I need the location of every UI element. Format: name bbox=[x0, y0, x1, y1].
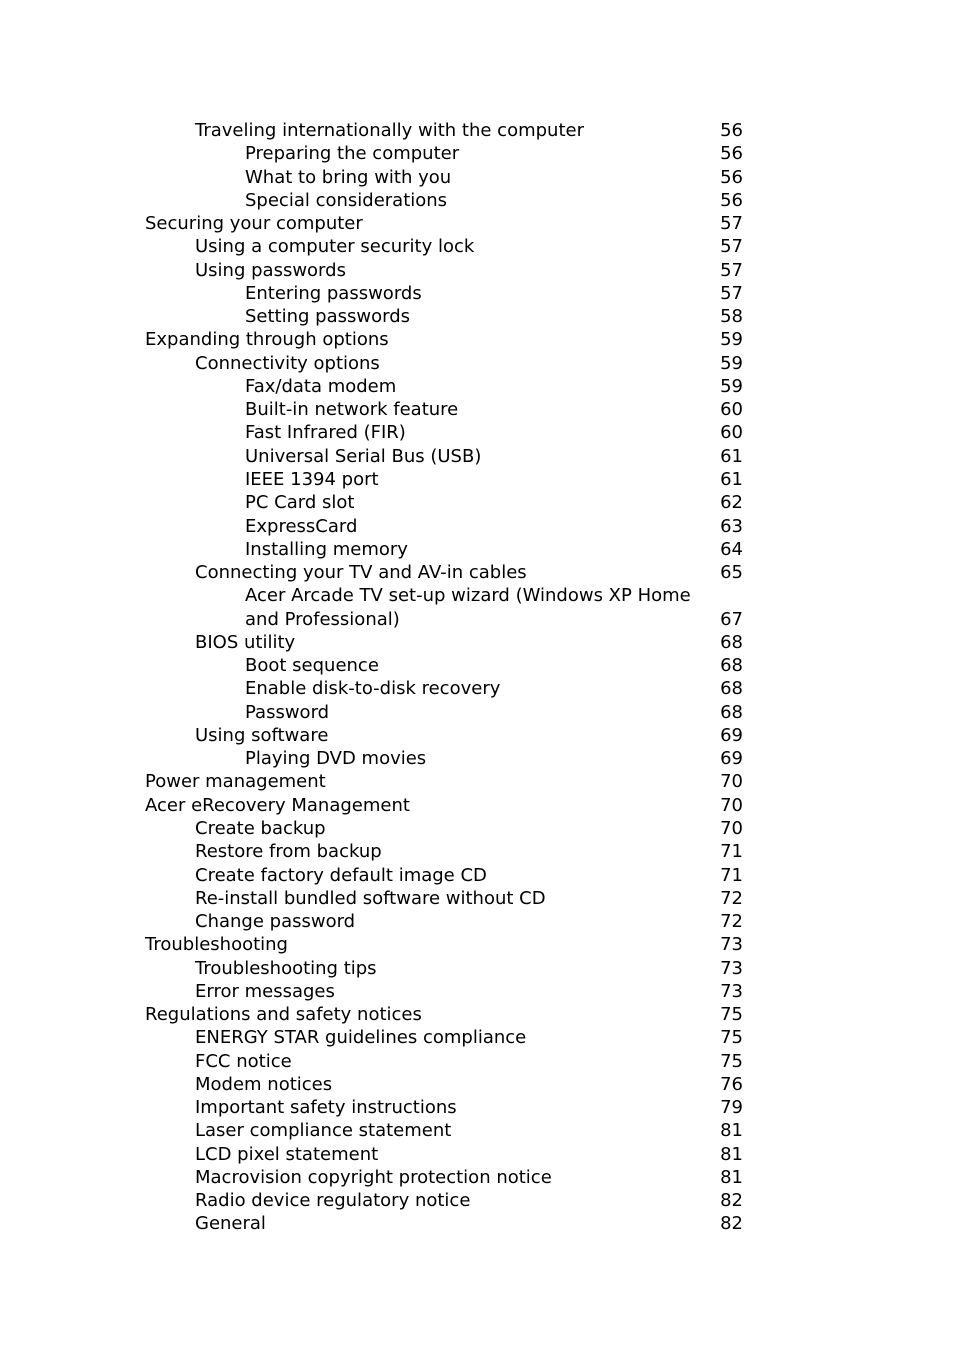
toc-entry-page-number: 71 bbox=[720, 864, 743, 886]
toc-entry-title: Enable disk-to-disk recovery bbox=[245, 678, 501, 700]
toc-entry-title: PC Card slot bbox=[245, 492, 355, 514]
toc-entry-title: Using software bbox=[195, 724, 329, 746]
toc-entry[interactable] bbox=[145, 654, 743, 677]
toc-entry-page-number: 60 bbox=[720, 399, 743, 421]
toc-entry-title: Restore from backup bbox=[195, 841, 382, 863]
toc-entry-title: Using passwords bbox=[195, 259, 346, 281]
toc-entry-title: Modem notices bbox=[195, 1073, 333, 1095]
toc-entry-title: Power management bbox=[145, 771, 326, 793]
toc-entry-page-number: 68 bbox=[720, 631, 743, 653]
toc-entry-page-number: 72 bbox=[720, 911, 743, 933]
toc-entry-title: Error messages bbox=[195, 980, 335, 1002]
toc-entry-page-number: 75 bbox=[720, 1050, 743, 1072]
toc-entry-page-number: 69 bbox=[720, 748, 743, 770]
toc-entry-page-number: 62 bbox=[720, 492, 743, 514]
toc-entry[interactable] bbox=[145, 375, 743, 398]
toc-entry-title: Re-install bundled software without CD bbox=[195, 887, 546, 909]
toc-entry-page-number: 59 bbox=[720, 375, 743, 397]
toc-entry-page-number: 75 bbox=[720, 1004, 743, 1026]
toc-entry-page-number: 73 bbox=[720, 957, 743, 979]
toc-entry[interactable] bbox=[145, 119, 743, 142]
toc-entry-title: Laser compliance statement bbox=[195, 1120, 452, 1142]
toc-entry-title: Setting passwords bbox=[245, 306, 411, 328]
toc-entry[interactable] bbox=[145, 957, 743, 980]
toc-entry-title: Installing memory bbox=[245, 538, 408, 560]
toc-entry[interactable] bbox=[145, 142, 743, 165]
toc-entry-title: BIOS utility bbox=[195, 631, 296, 653]
toc-entry-title: Radio device regulatory notice bbox=[195, 1190, 471, 1212]
toc-entry[interactable] bbox=[145, 212, 743, 235]
toc-entry-title: Using a computer security lock bbox=[195, 236, 475, 258]
toc-entry[interactable] bbox=[145, 328, 743, 351]
toc-entry-page-number: 58 bbox=[720, 306, 743, 328]
toc-entry-title: Expanding through options bbox=[145, 329, 389, 351]
toc-entry-title: Traveling internationally with the computer bbox=[195, 120, 584, 141]
toc-entry-page-number: 70 bbox=[720, 771, 743, 793]
toc-entry-title: and Professional) bbox=[245, 608, 400, 630]
toc-entry-page-number: 68 bbox=[720, 655, 743, 677]
toc-entry[interactable] bbox=[145, 747, 743, 770]
toc-entry[interactable] bbox=[145, 724, 743, 747]
toc-entry[interactable] bbox=[145, 1096, 743, 1119]
toc-entry-title: Change password bbox=[195, 911, 356, 933]
toc-entry[interactable] bbox=[145, 1189, 743, 1212]
toc-entry[interactable] bbox=[145, 817, 743, 840]
toc-entry[interactable] bbox=[145, 561, 743, 584]
toc-entry-title: ExpressCard bbox=[245, 515, 358, 537]
toc-entry[interactable] bbox=[145, 608, 743, 631]
toc-entry-title: Boot sequence bbox=[245, 655, 379, 677]
toc-entry-page-number: 75 bbox=[720, 1027, 743, 1049]
toc-entry-title: Built-in network feature bbox=[245, 399, 459, 421]
toc-entry-title: Connecting your TV and AV-in cables bbox=[195, 562, 527, 584]
toc-entry[interactable] bbox=[145, 910, 743, 933]
toc-entry[interactable] bbox=[145, 1050, 743, 1073]
toc-entry-title: What to bring with you bbox=[245, 166, 452, 188]
toc-entry[interactable] bbox=[145, 887, 743, 910]
toc-entry-title: IEEE 1394 port bbox=[245, 468, 379, 490]
toc-entry-title: Troubleshooting tips bbox=[195, 957, 377, 979]
toc-entry-page-number: 76 bbox=[720, 1073, 743, 1095]
toc-entry-page-number: 82 bbox=[720, 1190, 743, 1212]
toc-entry-page-number: 64 bbox=[720, 538, 743, 560]
toc-entry[interactable] bbox=[145, 1143, 743, 1166]
toc-entry-page-number: 69 bbox=[720, 724, 743, 746]
toc-entry-title: General bbox=[195, 1213, 266, 1235]
toc-entry-title: Preparing the computer bbox=[245, 143, 460, 165]
toc-entry-title: Special considerations bbox=[245, 189, 448, 211]
toc-entry[interactable] bbox=[145, 770, 743, 793]
toc-entry-page-number: 79 bbox=[720, 1097, 743, 1119]
toc-entry[interactable] bbox=[145, 701, 743, 724]
toc-entry-page-number: 57 bbox=[720, 259, 743, 281]
toc-entry-page-number: 60 bbox=[720, 422, 743, 444]
toc-entry-page-number: 56 bbox=[720, 189, 743, 211]
toc-entry-page-number: 81 bbox=[720, 1143, 743, 1165]
toc-entry-title: FCC notice bbox=[195, 1050, 292, 1072]
toc-entry-title: Create backup bbox=[195, 817, 326, 839]
toc-entry[interactable] bbox=[145, 235, 743, 258]
toc-entry-page-number: 65 bbox=[720, 562, 743, 584]
toc-entry[interactable] bbox=[145, 1212, 743, 1235]
toc-entry-title: Create factory default image CD bbox=[195, 864, 487, 886]
toc-entry[interactable] bbox=[145, 305, 743, 328]
toc-entry[interactable] bbox=[145, 933, 743, 956]
toc-entry[interactable] bbox=[145, 631, 743, 654]
toc-entry-page-number: 67 bbox=[720, 608, 743, 630]
toc-entry[interactable] bbox=[145, 491, 743, 514]
toc-entry[interactable] bbox=[145, 584, 743, 607]
toc-entry-title: Regulations and safety notices bbox=[145, 1004, 422, 1026]
toc-entry-title: Fax/data modem bbox=[245, 375, 397, 397]
toc-entry[interactable] bbox=[145, 445, 743, 468]
toc-entry[interactable] bbox=[145, 468, 743, 491]
table-of-contents bbox=[145, 119, 743, 1236]
toc-entry-page-number: 57 bbox=[720, 213, 743, 235]
toc-entry-title: Password bbox=[245, 701, 330, 723]
toc-entry-title: Acer Arcade TV set-up wizard (Windows XP Home bbox=[245, 585, 691, 607]
toc-entry[interactable] bbox=[145, 1026, 743, 1049]
toc-entry-page-number: 82 bbox=[720, 1213, 743, 1235]
toc-entry[interactable] bbox=[145, 398, 743, 421]
toc-entry-title: LCD pixel statement bbox=[195, 1143, 379, 1165]
toc-entry-page-number: 57 bbox=[720, 236, 743, 258]
toc-entry-title: Playing DVD movies bbox=[245, 748, 427, 770]
toc-entry[interactable] bbox=[145, 421, 743, 444]
toc-entry-page-number: 63 bbox=[720, 515, 743, 537]
toc-entry[interactable] bbox=[145, 1119, 743, 1142]
toc-entry-title: Fast Infrared (FIR) bbox=[245, 422, 406, 444]
toc-entry-page-number: 59 bbox=[720, 352, 743, 374]
toc-entry-page-number: 68 bbox=[720, 701, 743, 723]
toc-entry-page-number: 56 bbox=[720, 120, 743, 141]
toc-entry[interactable] bbox=[145, 1003, 743, 1026]
toc-entry-title: Universal Serial Bus (USB) bbox=[245, 445, 482, 467]
toc-entry-title: Troubleshooting bbox=[145, 934, 288, 956]
toc-entry-title: Important safety instructions bbox=[195, 1097, 457, 1119]
toc-entry[interactable] bbox=[145, 794, 743, 817]
toc-entry-title: Securing your computer bbox=[145, 213, 363, 235]
toc-entry-title: Acer eRecovery Management bbox=[145, 794, 410, 816]
toc-entry-page-number: 81 bbox=[720, 1166, 743, 1188]
toc-entry[interactable] bbox=[145, 538, 743, 561]
toc-entry-page-number: 57 bbox=[720, 282, 743, 304]
toc-entry-page-number: 71 bbox=[720, 841, 743, 863]
toc-entry[interactable] bbox=[145, 1166, 743, 1189]
toc-entry-page-number: 70 bbox=[720, 817, 743, 839]
toc-entry[interactable] bbox=[145, 352, 743, 375]
toc-entry-title: Macrovision copyright protection notice bbox=[195, 1166, 552, 1188]
toc-entry-page-number: 61 bbox=[720, 468, 743, 490]
toc-entry[interactable] bbox=[145, 166, 743, 189]
toc-entry[interactable] bbox=[145, 1073, 743, 1096]
toc-entry[interactable] bbox=[145, 864, 743, 887]
toc-entry-page-number: 72 bbox=[720, 887, 743, 909]
toc-entry[interactable] bbox=[145, 282, 743, 305]
toc-entry-title: ENERGY STAR guidelines compliance bbox=[195, 1027, 527, 1049]
toc-entry-page-number: 61 bbox=[720, 445, 743, 467]
toc-entry-page-number: 73 bbox=[720, 980, 743, 1002]
toc-entry-page-number: 73 bbox=[720, 934, 743, 956]
toc-entry[interactable] bbox=[145, 980, 743, 1003]
toc-entry-page-number: 59 bbox=[720, 329, 743, 351]
toc-entry-title: Entering passwords bbox=[245, 282, 422, 304]
toc-entry-page-number: 56 bbox=[720, 143, 743, 165]
toc-entry[interactable] bbox=[145, 515, 743, 538]
toc-entry-page-number: 70 bbox=[720, 794, 743, 816]
toc-entry-title: Connectivity options bbox=[195, 352, 380, 374]
toc-entry[interactable] bbox=[145, 840, 743, 863]
toc-entry[interactable] bbox=[145, 259, 743, 282]
toc-entry-page-number: 81 bbox=[720, 1120, 743, 1142]
toc-entry[interactable] bbox=[145, 189, 743, 212]
toc-entry[interactable] bbox=[145, 677, 743, 700]
toc-entry-page-number: 68 bbox=[720, 678, 743, 700]
toc-entry-page-number: 56 bbox=[720, 166, 743, 188]
